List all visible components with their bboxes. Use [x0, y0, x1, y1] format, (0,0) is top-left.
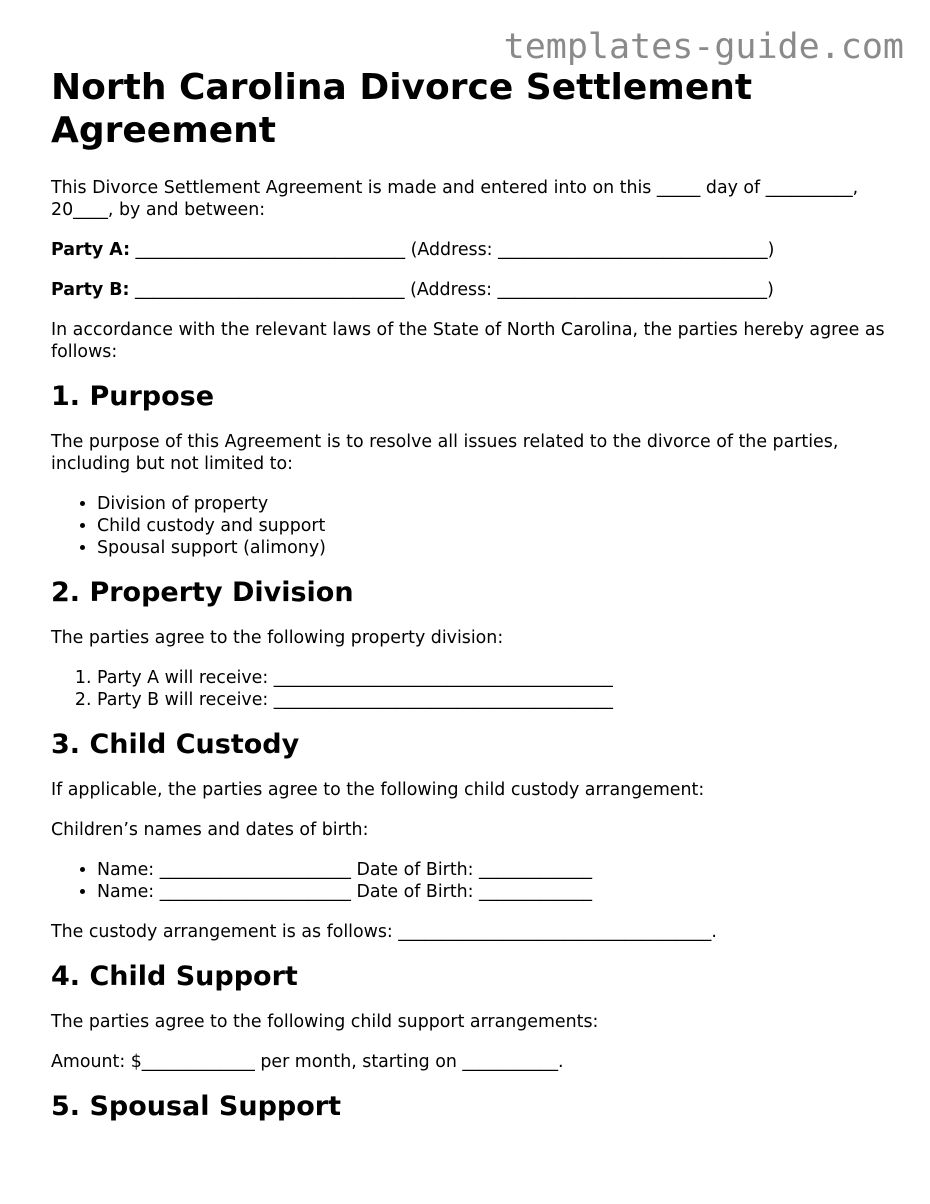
- party-a-blanks: _______________________________ (Address: _______________________________): [130, 240, 775, 260]
- children-list: [51, 859, 901, 903]
- party-a-label: Party A:: [51, 240, 131, 260]
- list-item: • Spousal support (alimony): [97, 537, 901, 559]
- list-item: • Name: ______________________ Date of Birth: _____________: [97, 881, 901, 903]
- list-item: 1. Party A will receive: _______________________________________: [97, 667, 901, 689]
- property-list: [51, 667, 901, 711]
- list-item: • Division of property: [97, 493, 901, 515]
- list-item: • Child custody and support: [97, 515, 901, 537]
- document-title: North Carolina Divorce Settlement Agreement: [51, 67, 753, 151]
- party-a-line: [51, 239, 901, 261]
- party-b-line: [51, 279, 901, 301]
- children-names-paragraph: Children’s names and dates of birth:: [51, 820, 369, 840]
- purpose-paragraph: The purpose of this Agreement is to resolve all issues related to the divorce of the parties, including but not limited to:: [51, 432, 839, 474]
- party-b-blanks: _______________________________ (Address: _______________________________): [129, 280, 774, 300]
- party-b-label: Party B:: [51, 280, 130, 300]
- intro-paragraph: This Divorce Settlement Agreement is made and entered into on this _____ day of __________, 20____, by and between:: [51, 178, 859, 220]
- custody-paragraph: If applicable, the parties agree to the following child custody arrangement:: [51, 780, 705, 800]
- accordance-paragraph: In accordance with the relevant laws of the State of North Carolina, the parties hereby agree as follows:: [51, 320, 885, 362]
- custody-arrangement-paragraph: The custody arrangement is as follows: ____________________________________.: [51, 922, 717, 942]
- section-heading-spousal-support: 5. Spousal Support: [51, 1091, 342, 1122]
- section-heading-property-division: 2. Property Division: [51, 577, 354, 608]
- watermark: templates-guide.com: [503, 27, 904, 67]
- document-body: [51, 66, 901, 1141]
- list-item: 2. Party B will receive: _______________________________________: [97, 689, 901, 711]
- section-heading-child-custody: 3. Child Custody: [51, 729, 300, 760]
- purpose-list: [51, 493, 901, 559]
- list-item: • Name: ______________________ Date of Birth: _____________: [97, 859, 901, 881]
- section-heading-purpose: 1. Purpose: [51, 381, 215, 412]
- child-support-amount: Amount: $_____________ per month, starting on ___________.: [51, 1052, 564, 1072]
- child-support-paragraph: The parties agree to the following child support arrangements:: [51, 1012, 599, 1032]
- property-paragraph: The parties agree to the following property division:: [51, 628, 504, 648]
- section-heading-child-support: 4. Child Support: [51, 961, 298, 992]
